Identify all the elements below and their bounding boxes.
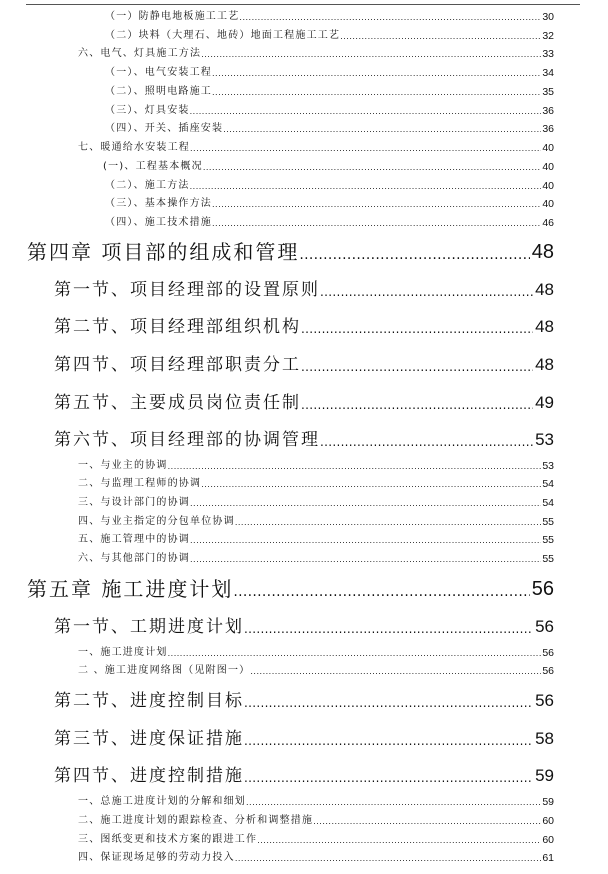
toc-dot-leader [201,479,541,491]
toc-dot-leader [246,797,541,809]
toc-entry-page: 53 [542,460,554,472]
toc-section[interactable] [54,391,554,415]
toc-section-page: 49 [535,393,554,412]
toc-dot-leader [168,461,542,473]
toc-entry-page: 36 [542,105,554,117]
toc-dot-leader [320,282,533,302]
toc-entry-page: 56 [542,647,554,659]
toc-entry[interactable] [105,197,554,211]
toc-chapter-title: 第五章 施工进度计划 [27,577,234,601]
toc-entry-title: 四、保证现场足够的劳动力投入 [78,852,235,863]
toc-entry[interactable] [105,104,554,118]
toc-section[interactable] [54,615,554,639]
toc-entry[interactable] [78,833,554,847]
toc-entry-page: 55 [542,553,554,565]
toc-entry-page: 56 [542,665,554,677]
toc-section-title: 第二节、进度控制目标 [54,691,244,711]
toc-entry[interactable] [78,459,554,473]
toc-chapter-title: 第四章 项目部的组成和管理 [27,240,300,264]
toc-entry-title: 三、与设计部门的协调 [78,497,190,508]
toc-section-page: 56 [535,617,554,636]
toc-section-page: 56 [535,691,554,710]
toc-entry[interactable] [78,141,554,155]
toc-entry-page: 40 [542,142,554,154]
toc-section-title: 第四节、进度控制措施 [54,766,244,786]
toc-entry[interactable] [78,646,554,660]
toc-section[interactable] [54,764,554,788]
toc-entry[interactable] [78,515,554,529]
toc-dot-leader [257,835,541,847]
toc-dot-leader [190,181,542,193]
toc-section-title: 第六节、项目经理部的协调管理 [54,430,320,450]
toc-entry-page: 33 [542,48,554,60]
toc-entry-title: （二）块料（大理石、地砖）地面工程施工工艺 [105,30,341,41]
toc-section-title: 第三节、进度保证措施 [54,729,244,749]
toc-entry-page: 34 [542,67,554,79]
toc-dot-leader [190,106,542,118]
toc-section-title: 第一节、项目经理部的设置原则 [54,280,320,300]
toc-entry[interactable] [105,29,554,43]
toc-entry-title: 七、暖通给水安装工程 [78,142,190,153]
toc-dot-leader [313,816,541,828]
toc-section-title: 第一节、工期进度计划 [54,617,244,637]
toc-dot-leader [190,554,541,566]
toc-dot-leader [201,49,541,61]
toc-section[interactable] [54,727,554,751]
toc-entry-title: 一、总施工进度计划的分解和细划 [78,796,246,807]
toc-dot-leader [233,581,529,603]
toc-entry-title: （一）防静电地板施工工艺 [105,11,240,22]
toc-entry[interactable] [103,160,554,174]
toc-entry-page: 36 [542,123,554,135]
toc-section-page: 48 [535,355,554,374]
toc-entry-page: 40 [542,161,554,173]
toc-entry-title: (一)、工程基本概况 [103,161,203,172]
toc-section-page: 48 [535,317,554,336]
toc-entry-page: 54 [542,497,554,509]
toc-chapter[interactable] [27,238,554,266]
toc-dot-leader [340,31,541,43]
toc-dot-leader [244,693,533,713]
toc-dot-leader [190,498,541,510]
toc-entry-page: 32 [542,30,554,42]
toc-dot-leader [301,357,533,377]
toc-chapter-page: 48 [531,241,554,263]
toc-dot-leader [299,244,529,266]
toc-section[interactable] [54,428,554,452]
toc-chapter[interactable] [27,575,554,603]
toc-entry-title: 二、施工进度计划的跟踪检查、分析和调整措施 [78,815,314,826]
toc-entry-page: 60 [542,815,554,827]
toc-entry-title: 六、电气、灯具施工方法 [78,48,202,59]
toc-entry-page: 60 [542,834,554,846]
toc-entry-page: 61 [542,852,554,864]
toc-dot-leader [244,768,533,788]
toc-entry-title: （三）、基本操作方法 [105,198,212,209]
toc-dot-leader [235,517,542,529]
toc-entry-page: 55 [542,534,554,546]
toc-section[interactable] [54,689,554,713]
toc-entry-page: 55 [542,516,554,528]
toc-entry-page: 59 [542,796,554,808]
toc-dot-leader [250,666,541,678]
toc-dot-leader [301,319,533,339]
toc-entry-page: 46 [542,217,554,229]
toc-section[interactable] [54,353,554,377]
toc-entry-page: 35 [542,86,554,98]
toc-dot-leader [244,731,533,751]
toc-dot-leader [212,68,541,80]
toc-dot-leader [244,619,533,639]
toc-entry[interactable] [78,477,554,491]
toc-section-title: 第二节、项目经理部组织机构 [54,317,301,337]
toc-dot-leader [212,87,541,99]
toc-dot-leader [212,218,541,230]
toc-dot-leader [168,648,542,660]
toc-entry[interactable] [105,122,554,136]
toc-entry-page: 40 [542,198,554,210]
toc-entry[interactable] [78,795,554,809]
toc-entry[interactable] [105,10,554,24]
toc-dot-leader [203,162,542,174]
toc-entry[interactable] [78,664,554,678]
toc-entry-page: 30 [542,11,554,23]
toc-entry-title: （三）、灯具安装 [105,105,190,116]
toc-dot-leader [301,395,533,415]
toc-entry-title: （四）、开关、插座安装 [105,123,224,134]
toc-entry-title: 一、与业主的协调 [78,460,168,471]
toc-dot-leader [212,199,541,211]
toc-chapter-page: 56 [531,578,554,600]
toc-section[interactable] [54,278,554,302]
toc-section[interactable] [54,315,554,339]
toc-entry-title: 三、图纸变更和技术方案的跟进工作 [78,834,258,845]
toc-entry-title: 六、与其他部门的协调 [78,553,190,564]
toc-dot-leader [190,535,541,547]
toc-entry-title: （二）、照明电路施工 [105,86,212,97]
toc-entry-page: 54 [542,478,554,490]
toc-section-page: 59 [535,766,554,785]
toc-entry[interactable] [105,179,554,193]
toc-entry[interactable] [78,814,554,828]
toc-entry[interactable] [78,496,554,510]
toc-section-page: 53 [535,430,554,449]
toc-entry-title: 四、与业主指定的分包单位协调 [78,516,235,527]
toc-dot-leader [223,124,541,136]
toc-entry[interactable] [105,66,554,80]
toc-section-title: 第五节、主要成员岗位责任制 [54,393,301,413]
toc-entry[interactable] [105,216,554,230]
toc-entry-title: （二）、施工方法 [105,180,190,191]
toc-entry-title: （四）、施工技术措施 [105,217,212,228]
toc-entry[interactable] [78,851,554,865]
toc-dot-leader [239,12,541,24]
toc-dot-leader [320,432,533,452]
toc-section-page: 48 [535,280,554,299]
toc-entry-page: 40 [542,180,554,192]
toc-entry[interactable] [78,47,554,61]
toc-entry-title: 一、施工进度计划 [78,647,168,658]
toc-entry-title: 二 、施工进度网络图（见附图一） [78,665,251,676]
toc-section-page: 58 [535,729,554,748]
toc-entry[interactable] [78,533,554,547]
toc-entry[interactable] [78,552,554,566]
toc-section-title: 第四节、项目经理部职责分工 [54,355,301,375]
toc-entry-title: 五、施工管理中的协调 [78,534,190,545]
toc-dot-leader [190,143,541,155]
toc-dot-leader [235,853,542,865]
toc-entry-title: 二、与监理工程师的协调 [78,478,202,489]
toc-entry-title: （一）、电气安装工程 [105,67,212,78]
toc-entry[interactable] [105,85,554,99]
